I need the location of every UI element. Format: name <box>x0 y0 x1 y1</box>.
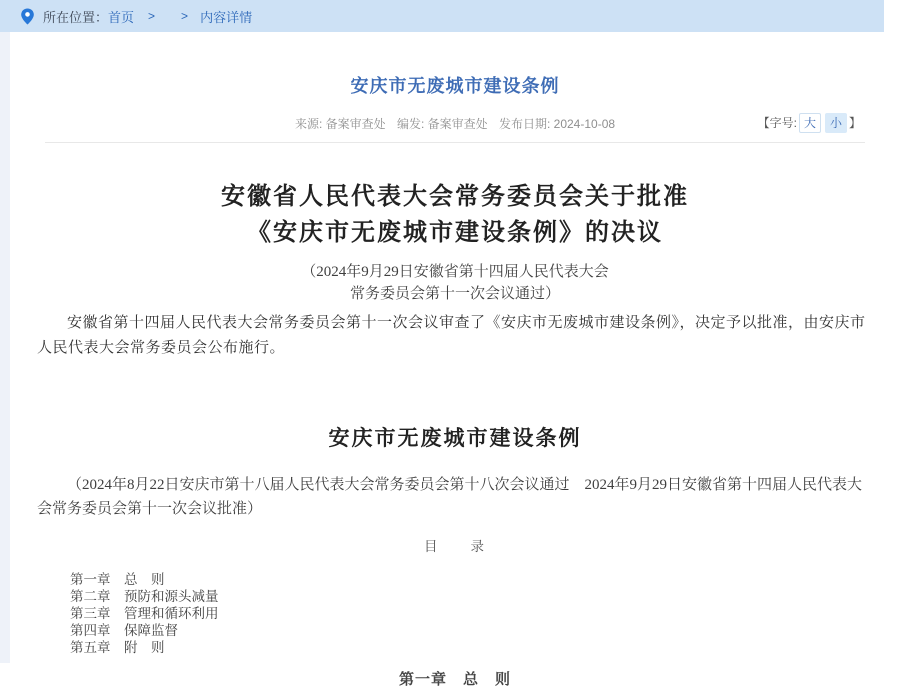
chapter1-section-heading: 第一章 总 则 <box>398 672 511 688</box>
chapter-item-4: 第四章 保障监督 <box>70 623 178 638</box>
meta-editor: 编发: 备案审查处 <box>396 117 488 131</box>
chapter-list <box>37 571 873 656</box>
content-area <box>0 32 900 688</box>
meta-source: 来源: 备案审查处 <box>294 117 386 131</box>
breadcrumb-home-link[interactable]: 首页 <box>108 9 135 25</box>
font-size-large-button[interactable]: 大 <box>799 113 821 133</box>
font-size-widget <box>758 113 861 133</box>
chapter-item-2: 第二章 预防和源头减量 <box>70 589 219 604</box>
resolution-heading-line1: 安徽省人民代表大会常务委员会关于批准 <box>221 184 689 210</box>
chapter-item-1: 第一章 总 则 <box>70 572 165 587</box>
resolution-session-line1: （2024年9月29日安徽省第十四届人民代表大会 <box>301 264 609 280</box>
article-meta-row <box>37 113 873 135</box>
resolution-body-paragraph: 安徽省第十四届人民代表大会常务委员会第十一次会议审查了《安庆市无废城市建设条例》，决定予以批准，由安庆市人民代表大会常务委员会公布施行。 <box>37 315 866 356</box>
resolution-session-note <box>37 261 873 305</box>
meta-publish-date: 发布日期: 2024-10-08 <box>498 117 616 131</box>
document-body <box>37 179 873 689</box>
breadcrumb-separator-1: > <box>148 9 156 23</box>
breadcrumb-current-page: 内容详情 <box>200 9 253 25</box>
article-panel <box>10 32 900 688</box>
page-title: 安庆市无废城市建设条例 <box>350 76 560 96</box>
breadcrumb-location-label: 所在位置： <box>43 9 109 25</box>
toc-title: 目 录 <box>424 539 486 554</box>
location-pin-icon <box>20 8 35 25</box>
header-divider <box>45 142 865 143</box>
font-size-prefix: 【字号: <box>757 116 797 130</box>
article-meta <box>37 113 873 135</box>
regulation-session-note: （2024年8月22日安庆市第十八届人民代表大会常务委员会第十八次会议通过 2024年9月29日安徽省第十四届人民代表大会常务委员会第十一次会议批准） <box>37 477 863 517</box>
resolution-session-line2: 常务委员会第十一次会议通过） <box>349 286 560 302</box>
breadcrumb-separator-2: > <box>181 9 189 23</box>
regulation-heading: 安庆市无废城市建设条例 <box>328 426 582 450</box>
chapter-item-3: 第三章 管理和循环利用 <box>70 606 219 621</box>
font-size-small-button[interactable]: 小 <box>825 113 847 133</box>
breadcrumb <box>0 0 884 32</box>
chapter-item-5: 第五章 附 则 <box>70 640 165 655</box>
resolution-heading-line2: 《安庆市无废城市建设条例》的决议 <box>247 220 663 246</box>
font-size-suffix: 】 <box>848 116 861 130</box>
resolution-heading <box>37 179 873 251</box>
